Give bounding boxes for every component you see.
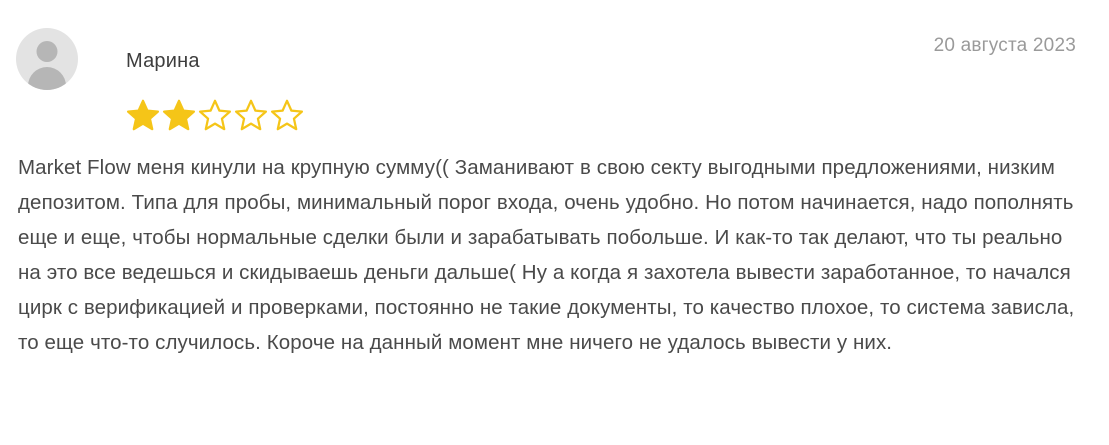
star-icon-3 xyxy=(198,98,232,132)
star-icon-2 xyxy=(162,98,196,132)
review-body-text: Market Flow меня кинули на крупную сумму(( Заманивают в свою секту выгодными предложениями, низким депозитом. Типа для пробы, минимальный порог входа, очень удобно. Но потом начинается, надо пополнять еще и еще, чтобы нормальные сделки были и зарабатывать побольше. И как-то так делают, что ты реально на это все ведешься и скидываешь деньги дальше( Ну а когда я захотела вывести заработанное, то начался цирк с верификацией и проверками, постоянно не такие документы, то качество плохое, то система зависла, то еще что-то случилось. Короче на данный момент мне ничего не удалось вывести у них. xyxy=(18,156,1081,354)
star-icon-1 xyxy=(126,98,160,132)
rating-stars xyxy=(126,98,304,132)
star-icon-4 xyxy=(234,98,268,132)
review-header xyxy=(16,14,1093,92)
avatar-body-shape xyxy=(28,67,66,90)
review-date: 20 августа 2023 xyxy=(933,35,1076,56)
review-author-name: Марина xyxy=(126,50,200,72)
avatar-head-shape xyxy=(37,41,58,62)
star-icon-5 xyxy=(270,98,304,132)
avatar xyxy=(16,28,78,90)
